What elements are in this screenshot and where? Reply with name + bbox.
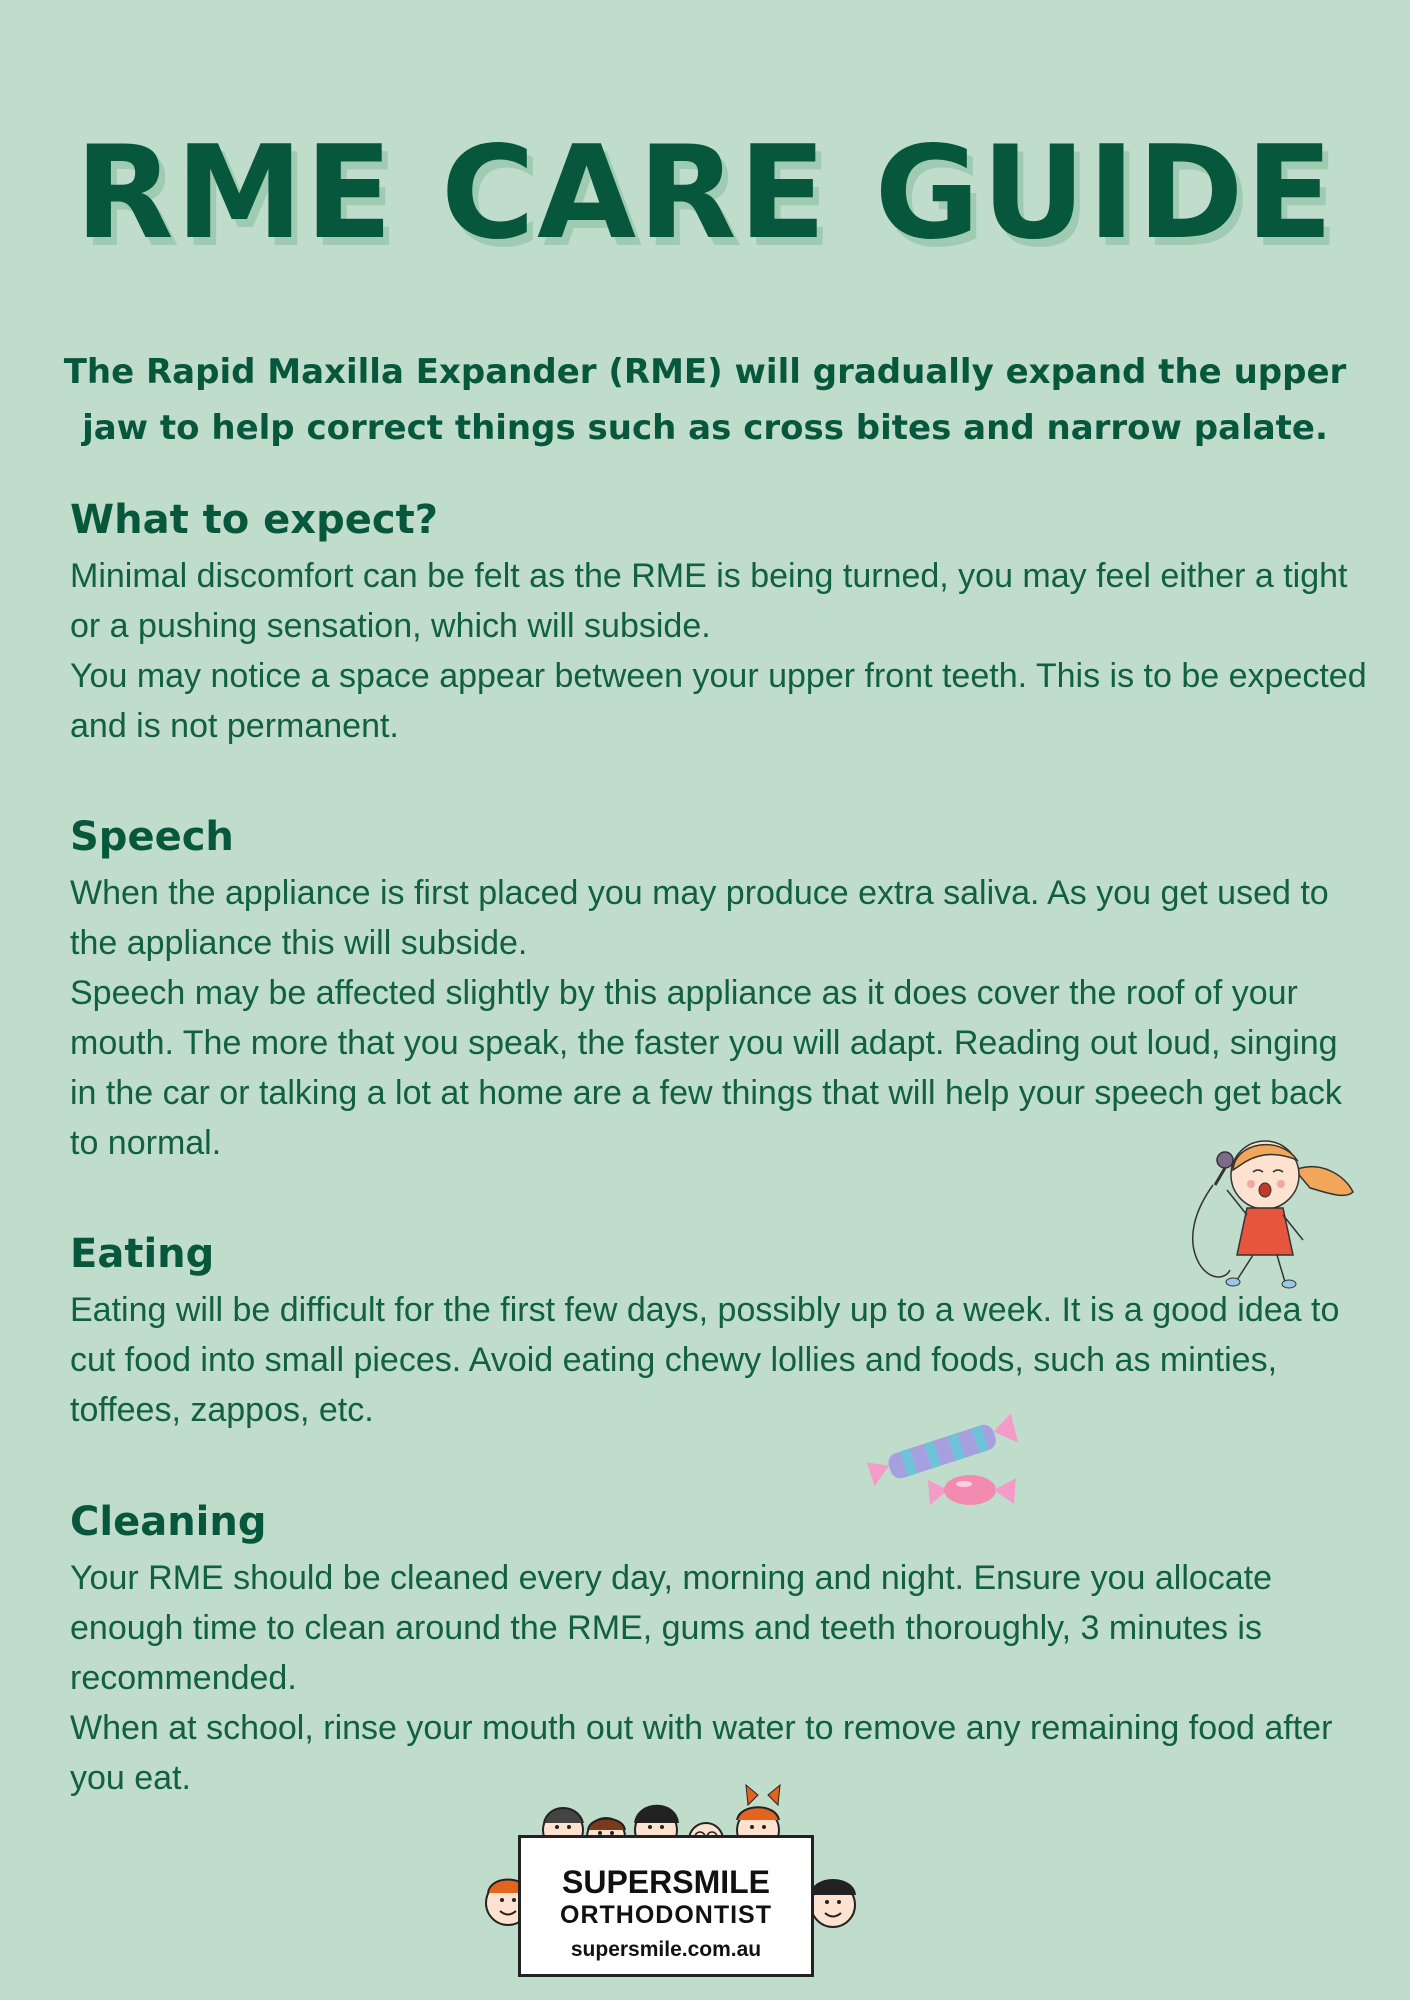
section-heading: What to expect? <box>70 497 438 543</box>
section-body: Minimal discomfort can be felt as the RME is being turned, you may feel either a tight or a pushing sensation, which will subside. You may notice a space appear between your upper front teeth. This is to be expected and is not permanent. <box>70 557 1367 745</box>
logo-sign <box>518 1835 814 1977</box>
section-heading: Speech <box>70 814 234 860</box>
section-heading: Cleaning <box>70 1499 267 1545</box>
section-eating <box>70 1229 1370 1435</box>
candy-icon <box>858 1410 1033 1510</box>
section-body: When the appliance is first placed you may produce extra saliva. As you get used to the appliance this will subside. Speech may be affected slightly by this appliance as it does cover the roof of your mouth. The more that you speak, the faster you will adapt. Reading out loud, singing in the car or talking a lot at home are a few things that will help your speech get back to normal. <box>70 874 1342 1162</box>
intro-text: The Rapid Maxilla Expander (RME) will gradually expand the upper jaw to help correct things such as cross bites and narrow palate. <box>63 352 1347 448</box>
section-heading: Eating <box>70 1231 215 1277</box>
section-body: Eating will be difficult for the first few days, possibly up to a week. It is a good idea to cut food into small pieces. Avoid eating chewy lollies and foods, such as minties, toffees, zappos, etc. <box>70 1291 1340 1429</box>
section-what-to-expect <box>70 495 1370 751</box>
section-speech <box>70 812 1370 1168</box>
singing-girl-icon <box>1185 1130 1360 1290</box>
logo-subtitle: ORTHODONTIST <box>560 1901 772 1929</box>
section-body: Your RME should be cleaned every day, morning and night. Ensure you allocate enough time to clean around the RME, gums and teeth thoroughly, 3 minutes is recommended. When at school, rinse your mouth out with water to remove any remaining food after you eat. <box>70 1559 1333 1797</box>
page-title: RME CARE GUIDE <box>75 119 1335 268</box>
supersmile-logo <box>478 1775 862 1985</box>
section-cleaning <box>70 1497 1370 1803</box>
logo-name: SUPERSMILE <box>561 1864 771 1900</box>
logo-url[interactable]: supersmile.com.au <box>570 1938 762 1961</box>
